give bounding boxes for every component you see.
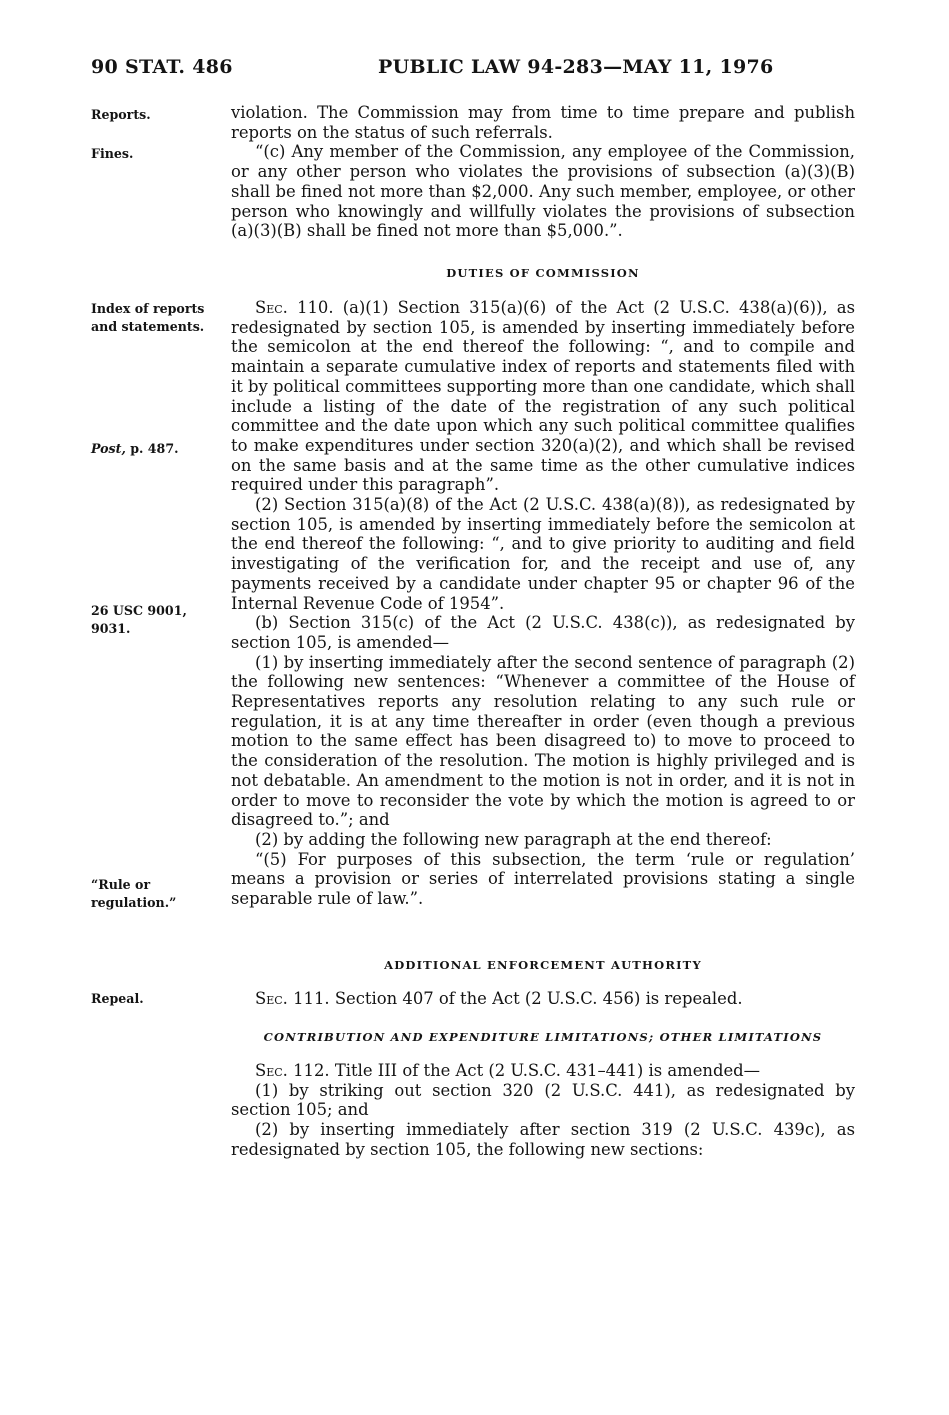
section-heading-enforcement: ADDITIONAL ENFORCEMENT AUTHORITY xyxy=(384,958,702,972)
text-block-sec110 xyxy=(231,298,855,909)
text-block-fines xyxy=(231,103,855,241)
sec110-label: Sec. xyxy=(255,298,288,317)
margin-note-post xyxy=(91,440,221,458)
paragraph-violation: violation. The Commission may from time to time prepare and publish reports on the status of such referrals. xyxy=(231,103,855,142)
paragraph-sec110-b2: (2) by adding the following new paragraph at the end thereof: xyxy=(255,829,772,849)
sec112-label: Sec. xyxy=(255,1061,288,1080)
section-heading-duties: DUTIES OF COMMISSION xyxy=(446,266,640,280)
margin-note-post-page: p. 487. xyxy=(130,441,179,456)
paragraph-sec112 xyxy=(231,1061,855,1081)
margin-note-reports: Reports. xyxy=(91,107,151,122)
margin-note-index-reports: Index of reports and statements. xyxy=(91,301,205,334)
paragraph-sec110-b: (b) Section 315(c) of the Act (2 U.S.C. 438(c)), as redesignated by section 105, is amended— xyxy=(231,613,855,652)
paragraph-sec112-2: (2) by inserting immediately after section 319 (2 U.S.C. 439c), as redesignated by section 105, the following new sections: xyxy=(231,1120,855,1159)
text-block-sec112 xyxy=(231,1061,855,1160)
margin-note-post-word: Post, xyxy=(91,441,126,456)
sec112-text: 112. Title III of the Act (2 U.S.C. 431–441) is amended— xyxy=(293,1061,761,1080)
sec111-text: 111. Section 407 of the Act (2 U.S.C. 456) is repealed. xyxy=(293,989,743,1008)
margin-note-usc: 26 USC 9001, 9031. xyxy=(91,603,187,636)
paragraph-sec112-1: (1) by striking out section 320 (2 U.S.C. 441), as redesignated by section 105; and xyxy=(231,1080,855,1120)
text-block-sec111 xyxy=(231,989,855,1009)
paragraph-sec110-b1: (1) by inserting immediately after the second sentence of paragraph (2) the following new sentences: “Whenever a committee of the House of Representatives reports any resolution relating to any such rule or regulation, it is at any time thereafter in order (even though a previous motion to the same effect has been disagreed to) to move to proceed to the consideration of the resolution. The motion is highly privileged and is not debatable. An amendment to the motion is not in order, and it is not in order to move to reconsider the vote by which the motion is agreed to or disagreed to.”; and xyxy=(231,652,855,830)
margin-note-rule-or-regulation: “Rule or regulation.” xyxy=(91,877,177,910)
paragraph-sec111 xyxy=(231,989,855,1009)
paragraph-subsection-c: “(c) Any member of the Commission, any employee of the Commission, or any other person who violates the provisions of subsection (a)(3)(B) shall be fined not more than $2,000. Any such member, employee, or other person who knowingly and willfully violates the provisions of subsection (a)(3)(B) shall be fined not more than $5,000.”. xyxy=(231,142,855,241)
section-heading-limitations: CONTRIBUTION AND EXPENDITURE LIMITATIONS; OTHER LIMITATIONS xyxy=(263,1030,823,1044)
page-title: PUBLIC LAW 94-283—MAY 11, 1976 xyxy=(378,56,774,78)
paragraph-sec110-a2: (2) Section 315(a)(8) of the Act (2 U.S.C. 438(a)(8)), as redesignated by section 105, is amended by inserting immediately before the semicolon at the end thereof the following: “, and to give priority to auditing and field investigating of the verification for, and the receipt and use of, any payments received by a candidate under chapter 95 or chapter 96 of the Internal Revenue Code of 1954”. xyxy=(231,495,855,613)
sec110-text: 110. (a)(1) Section 315(a)(6) of the Act (2 U.S.C. 438(a)(6)), as redesignated by section 105, is amended by inserting immediately before the semicolon at the end thereof the following: “, and to compile and maintain a separate cumulative index of reports and statements filed with it by political committees supporting more than one candidate, which shall include a listing of the date of the registration of any such political committee and the date upon which any such political committee qualifies to make expenditures under section 320(a)(2), and which shall be revised on the same basis and at the same time as the other cumulative indices required under this paragraph”. xyxy=(231,298,855,495)
paragraph-sec110-b2-quote: “(5) For purposes of this subsection, the term ‘rule or regulation’ means a provision or series of interrelated provisions stating a single separable rule of law.”. xyxy=(231,849,855,909)
paragraph-sec110-a1 xyxy=(231,298,855,495)
margin-note-repeal: Repeal. xyxy=(91,991,144,1006)
page-stat-number: 90 STAT. 486 xyxy=(91,56,233,78)
margin-note-fines: Fines. xyxy=(91,146,134,161)
sec111-label: Sec. xyxy=(255,989,288,1008)
